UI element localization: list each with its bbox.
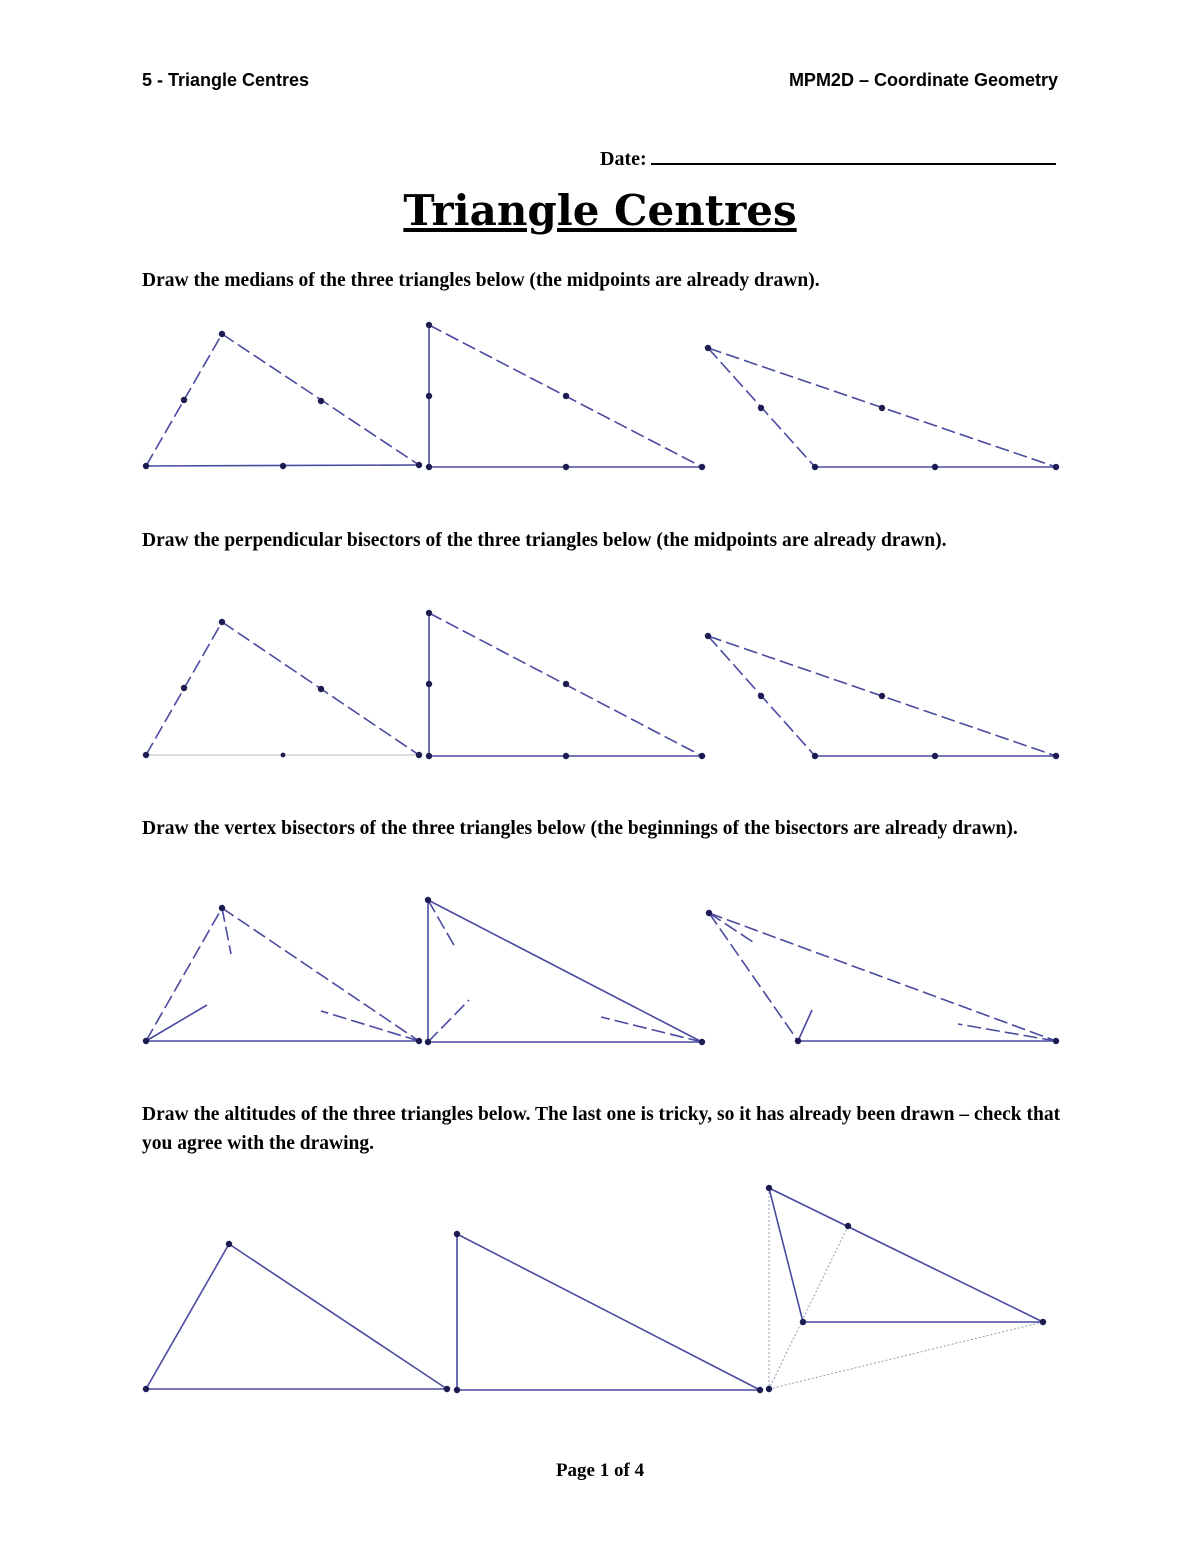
median-triangle-2[interactable] <box>426 322 705 470</box>
footer-page-word: Page <box>555 1460 595 1481</box>
vertex-triangle-1[interactable] <box>143 905 422 1044</box>
instruction-perpendicular-bisectors: Draw the perpendicular bisectors of the three triangles below (the midpoints are already drawn). <box>142 530 947 551</box>
page-title: Triangle Centres <box>403 186 797 235</box>
altitude-triangle-3[interactable] <box>766 1185 1046 1392</box>
instruction-medians: Draw the medians of the three triangles below (the midpoints are already drawn). <box>142 270 820 291</box>
footer-page-total: 4 <box>634 1460 645 1481</box>
altitude-triangle-2[interactable] <box>454 1231 763 1393</box>
date-label: Date: <box>600 148 647 170</box>
perp-triangle-1[interactable] <box>143 619 422 758</box>
header-right: MPM2D – Coordinate Geometry <box>788 70 1058 90</box>
footer-of-word: of <box>613 1460 630 1481</box>
perp-triangle-3[interactable] <box>705 633 1059 759</box>
perp-triangle-2[interactable] <box>426 610 705 759</box>
page-footer <box>0 1460 1200 1482</box>
vertex-triangle-2[interactable] <box>425 897 705 1045</box>
median-triangle-3[interactable] <box>705 345 1059 470</box>
instruction-vertex-bisectors: Draw the vertex bisectors of the three triangles below (the beginnings of the bisectors are already drawn). <box>142 818 1018 839</box>
vertex-triangle-3[interactable] <box>706 910 1059 1044</box>
median-triangle-1[interactable] <box>143 331 422 469</box>
altitude-triangle-1[interactable] <box>143 1241 450 1392</box>
instruction-altitudes: Draw the altitudes of the three triangles below. The last one is tricky, so it has already been drawn – check that you agree with the drawing. <box>142 1104 1061 1154</box>
header-left: 5 - Triangle Centres <box>142 70 310 90</box>
footer-page-number: 1 <box>599 1460 610 1481</box>
